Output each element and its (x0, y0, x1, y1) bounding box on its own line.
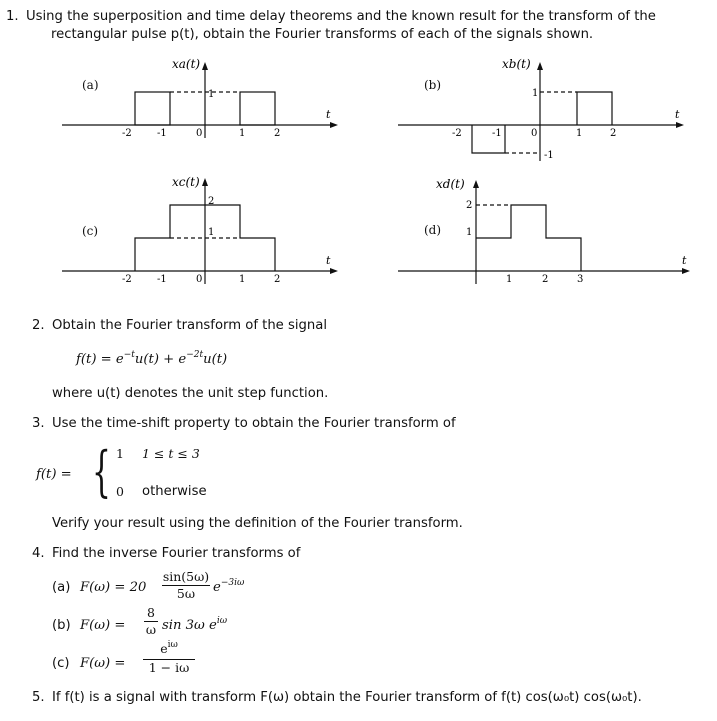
plot-c-t: t (326, 254, 331, 267)
plot-c-tag: (c) (82, 224, 99, 238)
q2-formula-lhs: f(t) = e (76, 352, 124, 367)
q4c-num-base: e (160, 641, 168, 656)
plot-b (392, 56, 692, 166)
q2-exp1: −t (123, 350, 135, 360)
plot-c-tick-2: 2 (274, 274, 281, 284)
q5-text: If f(t) is a signal with transform F(ω) obtain the Fourier transform of f(t) cos(ω₀t) cos(ω₀t). (52, 690, 642, 705)
q4c-num (143, 642, 195, 658)
q4b-rest (162, 618, 227, 635)
q2-text: Obtain the Fourier transform of the signal (52, 318, 327, 333)
q2-number: 2. (32, 318, 45, 333)
plot-b-tag: (b) (424, 78, 442, 92)
plot-c-tick-m2: -2 (122, 274, 132, 284)
q4b-lhs: F(ω) = (80, 618, 126, 633)
plot-a-tag: (a) (82, 78, 99, 92)
plot-d-tick-3: 3 (577, 274, 584, 284)
q2-formula-mid: u(t) + e (134, 352, 187, 367)
plot-d-tick-2: 2 (542, 274, 549, 284)
q3-case1-cond: 1 ≤ t ≤ 3 (142, 446, 200, 461)
plot-a-tick-1: 1 (239, 128, 246, 139)
q4a-den: 5ω (176, 586, 196, 601)
q3-lhs: f(t) = (36, 467, 72, 482)
plot-b-level-neg: -1 (544, 150, 554, 161)
q1-line1: Using the superposition and time delay theorems and the known result for the transform of the (26, 9, 656, 24)
plot-a-tick-0: 0 (196, 128, 203, 139)
plot-a-tick-m1: -1 (157, 128, 167, 139)
plot-c-tick-m1: -1 (157, 274, 167, 284)
q4b-num: 8 (147, 605, 155, 620)
q4c-lhs: F(ω) = (80, 656, 126, 671)
q4b-fraction (144, 606, 158, 637)
plot-a-t: t (326, 108, 331, 121)
q3-verify: Verify your result using the definition of the Fourier transform. (52, 516, 463, 531)
plot-b-tick-1: 1 (576, 128, 583, 139)
plot-c-tick-0: 0 (196, 274, 203, 284)
plot-a-ylabel: xa(t) (172, 57, 201, 71)
q2-formula (76, 352, 227, 369)
q4c-den: 1 − iω (148, 660, 190, 675)
plot-c-level1: 1 (208, 227, 215, 238)
q4b-label: (b) (52, 618, 71, 633)
plot-b-t: t (675, 108, 680, 121)
plot-d-level1: 1 (466, 227, 473, 238)
q4b-den: ω (145, 622, 157, 637)
plot-d-tag: (d) (424, 223, 442, 237)
q3-case1-val: 1 (116, 446, 124, 461)
q2-where: where u(t) denotes the unit step function. (52, 386, 329, 401)
plot-b-tick-0: 0 (531, 128, 538, 139)
q4a-fraction (162, 570, 210, 601)
q4b-exp: iω (216, 616, 228, 626)
q4c-num-exp: iω (167, 640, 178, 650)
plot-b-tick-m1: -1 (492, 128, 502, 139)
q4a-exp-base: e (213, 580, 221, 595)
q5-number: 5. (32, 690, 45, 705)
plot-a (60, 56, 340, 144)
plot-a-level: 1 (208, 89, 215, 100)
q4-text: Find the inverse Fourier transforms of (52, 546, 301, 561)
q3-number: 3. (32, 416, 45, 431)
plot-c (60, 172, 340, 284)
plot-d-ylabel: xd(t) (436, 177, 465, 191)
plot-b-tick-2: 2 (610, 128, 617, 139)
q4a-exp: −3iω (220, 578, 245, 588)
q4a-num: sin(5ω) (162, 569, 210, 584)
q4a-label: (a) (52, 580, 71, 595)
q4a-lhs: F(ω) = 20 (80, 580, 147, 595)
plot-b-ylabel: xb(t) (502, 57, 531, 71)
plot-b-level-pos: 1 (532, 88, 539, 99)
plot-a-tick-2: 2 (274, 128, 281, 139)
q4-number: 4. (32, 546, 45, 561)
q3-case2-val: 0 (116, 484, 124, 499)
q4a-exp-term (213, 580, 244, 597)
plot-b-tick-m2: -2 (452, 128, 462, 139)
q3-text: Use the time-shift property to obtain the Fourier transform of (52, 416, 456, 431)
q2-exp2: −2t (186, 350, 204, 360)
plot-c-ylabel: xc(t) (172, 175, 200, 189)
plot-c-tick-1: 1 (239, 274, 246, 284)
q2-formula-end: u(t) (203, 352, 228, 367)
q3-case2-cond: otherwise (142, 484, 207, 499)
q1-number: 1. (6, 9, 19, 24)
q4c-label: (c) (52, 656, 70, 671)
q3-brace: { (92, 440, 111, 503)
plot-d-t: t (682, 254, 687, 267)
plot-d-tick-1: 1 (506, 274, 513, 284)
q4c-fraction (143, 642, 195, 675)
q1-line2: rectangular pulse p(t), obtain the Fourier transforms of each of the signals shown. (51, 27, 594, 42)
plot-c-level2: 2 (208, 196, 215, 207)
q4b-rest-text: sin 3ω e (162, 618, 217, 633)
plot-d-level2: 2 (466, 200, 473, 211)
plot-a-tick-m2: -2 (122, 128, 132, 139)
